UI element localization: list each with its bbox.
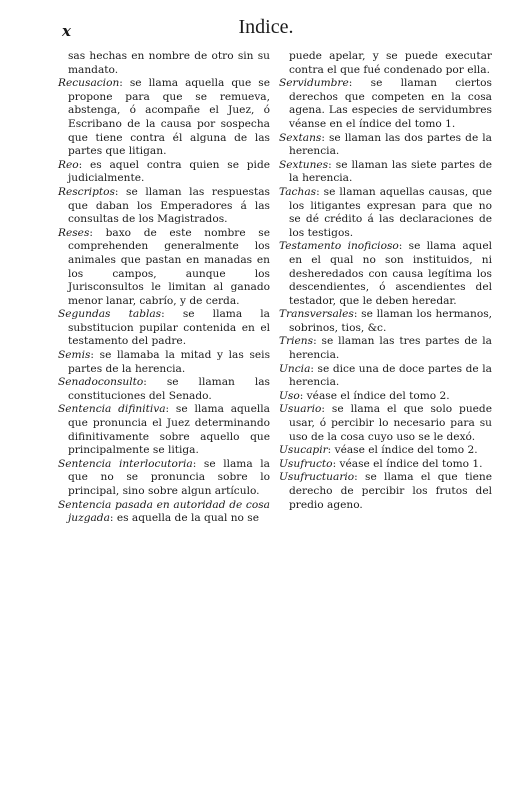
entry-definition: : se llama aquella que pronuncia el Juez determinando difinitivamente sobre aquello que principalmente se litiga. [68,403,270,457]
entry-definition: : se llaman las constituciones del Senado. [68,376,270,402]
entry-term: Servidumbre [279,77,349,90]
entry-term: Semis [58,349,91,362]
entry-term: Usufructuario [279,471,355,484]
entry-definition: : es aquella de la qual no se [109,512,259,525]
glossary-entry [279,308,492,335]
glossary-entry [279,390,492,404]
running-head: Indice. [238,16,294,38]
entry-definition: : véase el índice del tomo 1. [332,457,483,470]
entry-definition: : se llaman las siete partes de la herencia. [289,158,492,185]
glossary-entry [58,458,270,499]
right-column [279,50,492,512]
entry-definition: : es aquel contra quien se pide judicialmente. [68,158,270,185]
glossary-entry [279,444,492,458]
entry-term: Sextans [279,131,322,144]
entry-definition: : se llaman las dos partes de la herencia. [289,131,492,158]
entry-definition: : se llaman ciertos derechos que competen en la cosa agena. Las especies de servidumbres véanse en el índice del tomo 1. [289,77,492,130]
glossary-entry [279,159,492,186]
entry-term: Transversales [279,308,354,321]
entry-term: Sentencia interlocutoria [58,457,193,470]
continuation-text: puede apelar, y se puede executar contra el que fué condenado por ella. [289,50,492,76]
entry-term: Usufructo [279,457,333,470]
glossary-entry [58,77,270,159]
glossary-entry [58,186,270,227]
entry-definition: : se llama la substitucion pupilar contenida en el testamento del padre. [68,308,270,348]
glossary-entry [279,471,492,512]
glossary-entry [58,403,270,457]
entry-term: Usuario [279,403,322,416]
glossary-entry [279,458,492,472]
glossary-entry [279,186,492,240]
entry-term: Recusacion [58,77,120,90]
entry-term: Reo [58,158,79,171]
entry-definition: : se llaman los hermanos, sobrinos, tios, &c. [289,308,492,334]
entry-term: Sentencia pasada en autoridad de cosa juzgada [58,498,270,525]
glossary-entry [279,77,492,131]
entry-list [58,77,270,526]
entry-term: Rescriptos [58,185,115,198]
glossary-entry [58,159,270,186]
entry-term: Testamento inoficioso [279,240,399,253]
glossary-entry [279,335,492,362]
entry-definition: : véase el índice del tomo 2. [327,444,478,457]
entry-list [279,77,492,512]
entry-term: Triens [279,335,314,348]
glossary-entry [279,403,492,444]
entry-definition: : se llaman aquellas causas, que los litigantes expresan para que no se dé crédito á las declaraciones de los testigos. [289,185,492,239]
glossary-entry [58,227,270,309]
glossary-entry [58,499,270,526]
left-column [58,50,270,526]
entry-term: Uncia [279,362,311,375]
entry-definition: : véase el índice del tomo 2. [299,389,450,402]
page-number: x [62,22,71,40]
entry-definition: : se dice una de doce partes de la herencia. [289,362,492,389]
entry-definition: : se llama aquella que se propone para que se remueva, abstenga, ó acompañe el Juez, ó Escribano de la causa por sospecha que tiene contra él alguna de las partes que litigan. [68,77,270,158]
continuation-text: sas hechas en nombre de otro sin su mandato. [68,50,270,76]
entry-definition: : se llama la que no se pronuncia sobre lo principal, sino sobre algun artículo. [68,457,270,497]
entry-term: Segundas tablas [58,308,162,321]
entry-definition: : se llaman las respuestas que daban los Emperadores á las consultas de los Magistrados. [68,185,270,226]
glossary-entry [279,240,492,308]
entry-definition: : se llamaba la mitad y las seis partes de la herencia. [68,349,270,375]
glossary-entry [58,376,270,403]
glossary-entry [58,308,270,349]
entry-term: Senadoconsulto [58,376,144,389]
glossary-entry [279,132,492,159]
entry-term: Usucapir [279,444,328,457]
entry-term: Sentencia difinitiva [58,403,166,416]
entry-definition: : se llama el que tiene derecho de percibir los frutos del predio ageno. [289,471,492,511]
entry-definition: : se llaman las tres partes de la herencia. [289,335,492,362]
entry-term: Uso [279,389,300,402]
entry-definition: : se llama aquel en el qual no son instituidos, ni desheredados con causa legítima los descendientes, ó ascendientes del testador, que le deben heredar. [289,240,492,307]
entry-term: Sextunes [279,158,329,171]
glossary-entry [58,349,270,376]
entry-definition: : se llama el que solo puede usar, ó percibir lo necesario para su uso de la cosa cuyo uso se le dexó. [289,403,492,443]
glossary-entry [279,363,492,390]
entry-term: Tachas [279,185,317,198]
entry-term: Reses [58,226,90,239]
entry-definition: : baxo de este nombre se comprehenden generalmente los animales que pastan en manadas en los campos, aunque los Jurisconsultos le limitan al ganado menor lanar, cabrío, y de cerda. [68,226,270,307]
